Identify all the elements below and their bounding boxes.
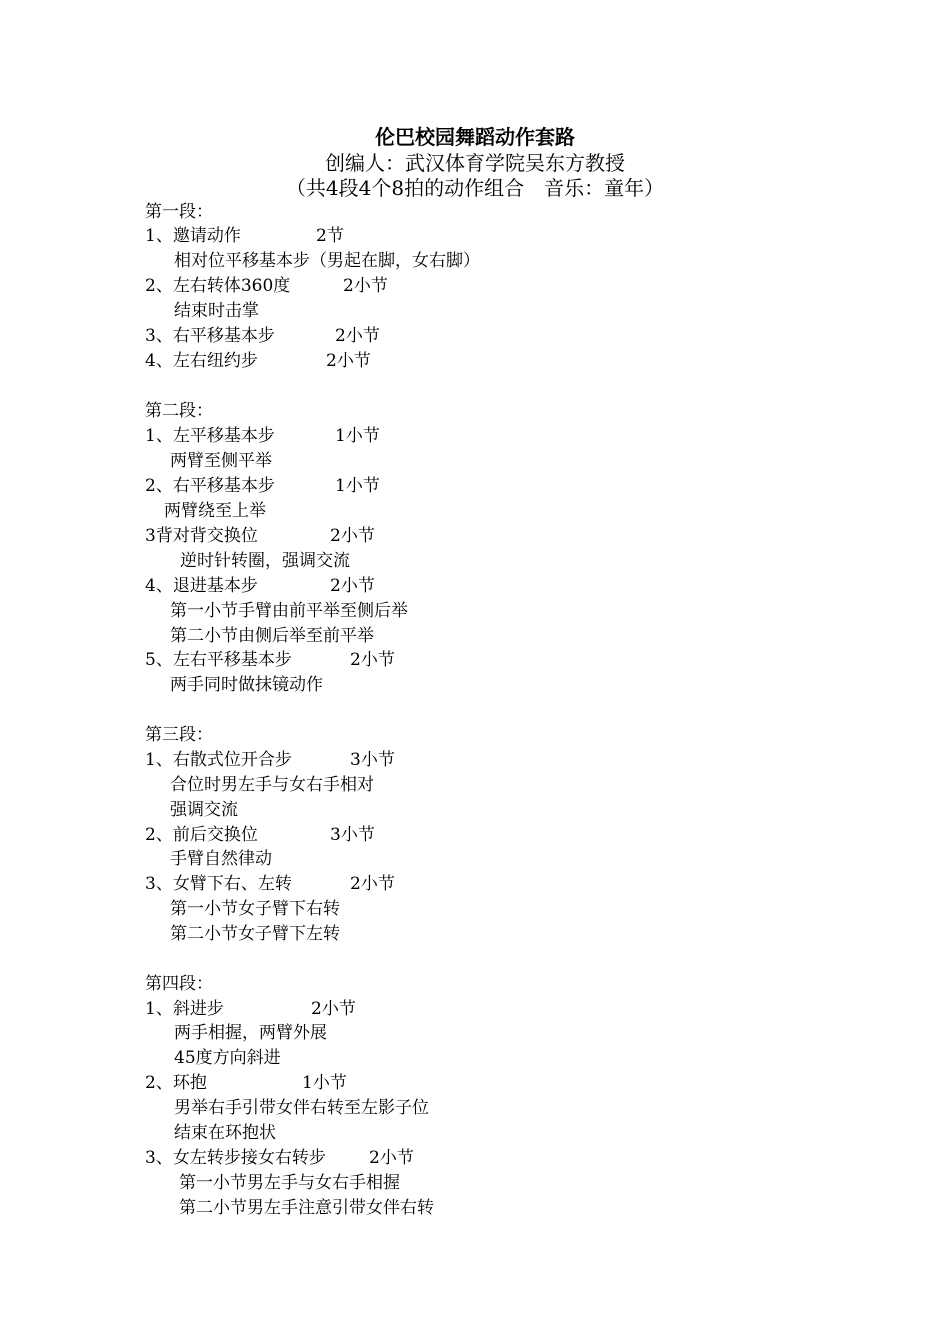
section-heading: 第四段： xyxy=(145,974,213,994)
item-note: 45度方向斜进 xyxy=(174,1048,281,1068)
item-count: 2小节 xyxy=(335,326,380,346)
author-line: 创编人：武汉体育学院吴东方教授 xyxy=(325,151,625,175)
item-note: 合位时男左手与女右手相对 xyxy=(170,775,374,795)
item-count: 2小节 xyxy=(343,276,388,296)
item-note: 第一小节手臂由前平举至侧后举 xyxy=(170,601,408,621)
item-note: 第二小节由侧后举至前平举 xyxy=(170,626,374,646)
item-name: 1、右散式位开合步 xyxy=(145,750,292,770)
item-note: 第一小节女子臂下右转 xyxy=(170,899,340,919)
item-name: 4、左右纽约步 xyxy=(145,351,258,371)
item-count: 2小节 xyxy=(350,650,395,670)
item-name: 2、右平移基本步 xyxy=(145,476,275,496)
item-count: 2小节 xyxy=(326,351,371,371)
item-note: 手臂自然律动 xyxy=(170,849,272,869)
item-name: 1、邀请动作 xyxy=(145,226,241,246)
item-note: 相对位平移基本步（男起在脚，女右脚） xyxy=(174,251,480,271)
section-heading: 第三段： xyxy=(145,725,213,745)
item-note: 两臂至侧平举 xyxy=(170,451,272,471)
item-count: 3小节 xyxy=(330,825,375,845)
item-count: 3小节 xyxy=(350,750,395,770)
item-name: 3背对背交换位 xyxy=(145,526,258,546)
item-count: 2小节 xyxy=(330,576,375,596)
item-name: 4、退进基本步 xyxy=(145,576,258,596)
item-count: 2小节 xyxy=(369,1148,414,1168)
item-note: 两臂绕至上举 xyxy=(164,501,266,521)
item-name: 1、斜进步 xyxy=(145,999,224,1019)
item-note: 结束时击掌 xyxy=(174,301,259,321)
info-line: （共4段4个8拍的动作组合 音乐：童年） xyxy=(285,176,665,200)
item-note: 结束在环抱状 xyxy=(174,1123,276,1143)
section-heading: 第二段： xyxy=(145,401,213,421)
item-note: 两手相握，两臂外展 xyxy=(174,1023,327,1043)
item-note: 第二小节女子臂下左转 xyxy=(170,924,340,944)
item-note: 第二小节男左手注意引带女伴右转 xyxy=(179,1198,434,1218)
item-count: 2节 xyxy=(316,226,344,246)
item-note: 强调交流 xyxy=(170,800,238,820)
item-note: 两手同时做抹镜动作 xyxy=(170,675,323,695)
item-count: 1小节 xyxy=(335,476,380,496)
item-name: 5、左右平移基本步 xyxy=(145,650,292,670)
item-name: 2、前后交换位 xyxy=(145,825,258,845)
item-count: 1小节 xyxy=(335,426,380,446)
item-name: 2、左右转体360度 xyxy=(145,276,291,296)
item-note: 第一小节男左手与女右手相握 xyxy=(179,1173,400,1193)
item-name: 1、左平移基本步 xyxy=(145,426,275,446)
item-note: 逆时针转圈，强调交流 xyxy=(180,551,350,571)
item-count: 1小节 xyxy=(302,1073,347,1093)
item-name: 3、女臂下右、左转 xyxy=(145,874,292,894)
item-name: 3、女左转步接女右转步 xyxy=(145,1148,326,1168)
item-count: 2小节 xyxy=(330,526,375,546)
page-title: 伦巴校园舞蹈动作套路 xyxy=(375,125,575,149)
section-heading: 第一段： xyxy=(145,202,213,222)
item-count: 2小节 xyxy=(311,999,356,1019)
item-note: 男举右手引带女伴右转至左影子位 xyxy=(174,1098,429,1118)
item-name: 3、右平移基本步 xyxy=(145,326,275,346)
item-count: 2小节 xyxy=(350,874,395,894)
item-name: 2、环抱 xyxy=(145,1073,207,1093)
